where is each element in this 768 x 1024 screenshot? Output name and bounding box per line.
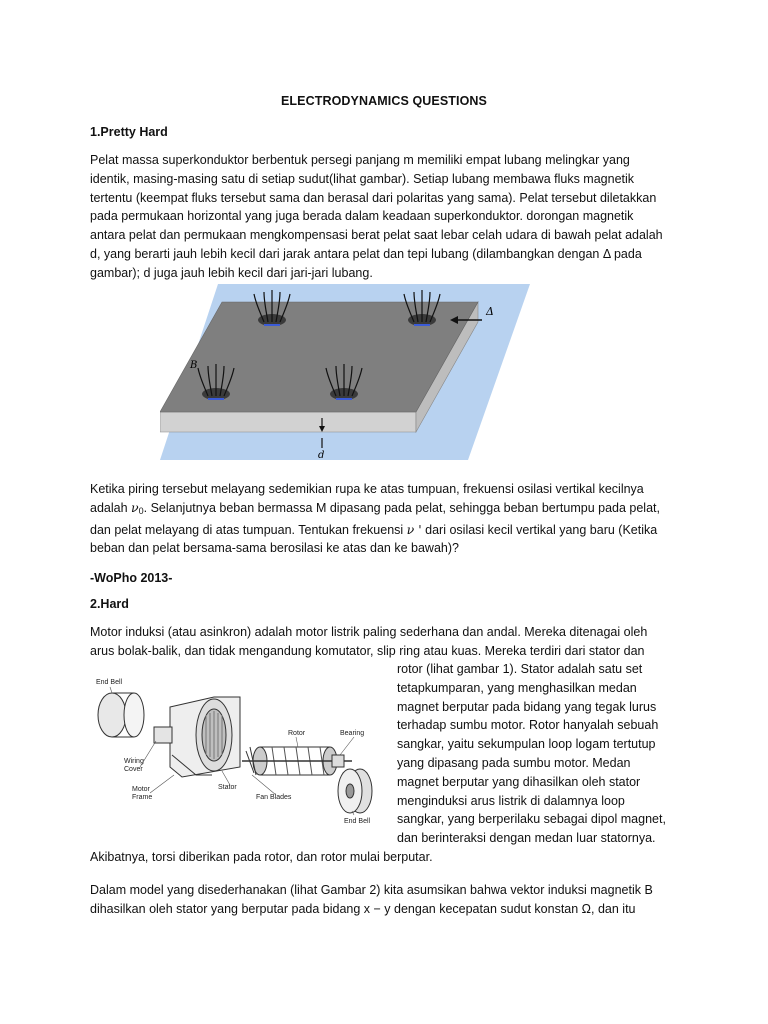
nu-symbol: ν — [131, 499, 139, 515]
text-line: sangkar, yaitu sekumpulan loop logam tertutup — [397, 737, 656, 752]
text-line: rotor (lihat gambar 1). Stator adalah satu set — [397, 662, 643, 676]
question-2-intro — [90, 623, 680, 661]
text-segment: adalah — [90, 500, 132, 515]
motor-figure — [92, 675, 384, 835]
text-line: arus bolak-balik, dan tidak mengandung komutator, slip ring atau kuas. Mereka terdiri dari stator dan — [90, 643, 645, 658]
delta-label: Δ — [486, 305, 494, 318]
end-bell-back — [124, 693, 144, 737]
text-line: dihasilkan oleh stator yang berputar pada bidang x − y dengan kecepatan sudut konstan Ω, dan itu — [90, 901, 636, 916]
text-line: Pelat massa superkonduktor berbentuk persegi panjang m memiliki empat lubang melingkar yang — [90, 153, 630, 167]
d-label: d — [318, 450, 325, 460]
question-2-heading: 2.Hard — [90, 597, 129, 611]
question-1-heading: 1.Pretty Hard — [90, 125, 168, 139]
text-line: sangkar, yang berperilaku sebagai dipol magnet, — [397, 812, 666, 827]
text-segment: dari osilasi kecil vertikal yang baru (Ketika — [421, 522, 658, 537]
text-segment: . Selanjutnya beban bermassa M dipasang pada pelat, sehingga beban bertumpu pada pelat, — [143, 500, 660, 515]
question-2-continuation — [90, 848, 680, 867]
text-line — [90, 521, 680, 540]
text-line: yang dipasang pada sumbu motor. Medan — [397, 755, 631, 770]
question-1-paragraph-1 — [90, 151, 680, 283]
text-line: Dalam model yang disederhanakan (lihat Gambar 2) kita asumsikan bahwa vektor induksi magnetik B — [90, 883, 653, 897]
label-cover: Cover — [124, 766, 143, 773]
text-segment: dan pelat melayang di atas tumpuan. Tentukan frekuensi — [90, 522, 407, 537]
b-label: B — [190, 360, 198, 371]
nu-prime-symbol: ν ' — [406, 521, 422, 537]
label-end-bell-bottom: End Bell — [344, 818, 371, 825]
text-line: beban dan pelat bersama-sama berosilasi ke atas dan ke bawah)? — [90, 541, 459, 556]
text-line: pada permukaan horizontal yang juga berada dalam keadaan superkonduktor. dorongan magnetik — [90, 209, 634, 224]
label-bearing: Bearing — [340, 730, 365, 737]
text-line: Akibatnya, torsi diberikan pada rotor, dan rotor mulai berputar. — [90, 850, 433, 864]
plate-figure — [160, 282, 530, 460]
label-rotor: Rotor — [288, 730, 306, 737]
wiring-cover-box — [154, 727, 172, 743]
text-line: magnet berputar yang dihasilkan oleh stator — [397, 774, 641, 789]
text-line: Ketika piring tersebut melayang sedemikian rupa ke atas tumpuan, frekuensi osilasi vertikal kecilnya — [90, 482, 644, 496]
text-line: dan berinteraksi dengan medan luar statornya. — [397, 831, 656, 846]
question-2-paragraph-2 — [90, 881, 680, 919]
bearing — [332, 755, 344, 767]
label-end-bell-top: End Bell — [96, 679, 123, 686]
text-line: tetapkumparan, yang menghasilkan medan — [397, 680, 637, 695]
text-line: identik, masing-masing satu di setiap sudut(lihat gambar). Setiap lubang membawa fluks magnetik — [90, 171, 635, 186]
end-bell-hub — [346, 784, 354, 798]
text-line: menginduksi arus listrik di dalamnya loop — [397, 793, 625, 808]
source-note: -WoPho 2013- — [90, 571, 173, 585]
document-title: ELECTRODYNAMICS QUESTIONS — [281, 94, 487, 108]
question-1-paragraph-2 — [90, 480, 680, 558]
text-line: Motor induksi (atau asinkron) adalah motor listrik paling sederhana dan andal. Mereka ditenagai oleh — [90, 625, 648, 639]
question-2-side-column — [397, 660, 687, 848]
end-bell-front — [98, 693, 126, 737]
text-line — [90, 499, 680, 521]
text-line: d, yang berarti jauh lebih kecil dari jarak antara pelat dan tepi lubang (dilambangkan dengan Δ pada — [90, 246, 642, 261]
label-stator: Stator — [218, 784, 237, 791]
plate-front-side — [160, 412, 416, 432]
text-line: terhadap sumbu motor. Rotor hanyalah sebuah — [397, 718, 659, 733]
label-wiring: Wiring — [124, 758, 144, 765]
nu-subscript: 0 — [138, 505, 144, 516]
text-line: magnet berputar pada bidang yang tegak lurus — [397, 699, 657, 714]
text-line: tertentu (keempat fluks tersebut sama dan berasal dari polaritas yang sama). Pelat tersebut diletakkan — [90, 190, 657, 205]
label-motor: Motor — [132, 786, 150, 793]
text-line: antara pelat dan permukaan mengkompensasi berat pelat saat lebar celah udara di bawah pelat adalah — [90, 228, 663, 243]
label-frame: Frame — [132, 794, 153, 801]
text-line: gambar); d juga jauh lebih kecil dari jari-jari lubang. — [90, 265, 373, 280]
label-fan-blades: Fan Blades — [256, 794, 292, 801]
